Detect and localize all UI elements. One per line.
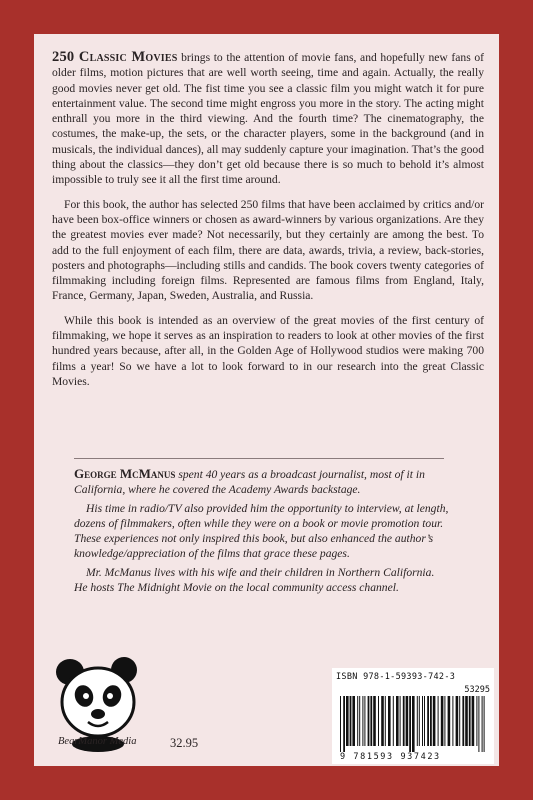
- barcode-bar: [400, 696, 401, 746]
- isbn-barcode: [332, 668, 494, 764]
- ean-digits: 9 781593 937423: [340, 752, 441, 762]
- barcode-bar: [444, 696, 445, 746]
- barcode-bar: [433, 696, 436, 746]
- barcode-bar: [359, 696, 360, 746]
- barcode-bar: [465, 696, 468, 746]
- section-divider: [74, 458, 444, 459]
- barcode-bar: [368, 696, 370, 746]
- intro-paragraph-1: [52, 50, 484, 188]
- barcode-bar: [364, 696, 365, 746]
- intro-paragraph-2: For this book, the author has selected 250 films that have been acclaimed by critics and/or have been box-office winners or chosen as award-winners by various organizations. Are they the greatest movies ever made? Not necessarily, but they certainly are among the best. To add to the full enjoyment of each film, there are data, awards, trivia, a review, back-stories, posters and photographs—including stills and candids. The book covers twenty categories of filmmaking including foreign films. Represented are famous films from England, Italy, France, Germany, Japan, Sweden, Australia, and Russia.: [52, 197, 484, 303]
- barcode-bar: [422, 696, 423, 746]
- barcode-bar: [396, 696, 399, 746]
- barcode-bar: [340, 696, 341, 752]
- barcode-bars: [338, 696, 488, 752]
- barcode-bar: [452, 696, 453, 746]
- intro-paragraph-3: While this book is intended as an overview of the great movies of the first century of filmmaking, we hope it serves as an inspiration to readers to look at other movies of the first hundred years because, after all, in the Golden Age of Hollywood studios were making 700 films a year! So we have a lot to look forward to in our research into the great Classic Movies.: [52, 313, 484, 388]
- author-bio: [74, 466, 450, 598]
- barcode-bar: [357, 696, 358, 746]
- barcode-bar: [476, 696, 477, 746]
- isbn-label: ISBN 978-1-59393-742-3: [336, 672, 456, 682]
- bio-paragraph-1: [74, 466, 450, 498]
- barcode-bar: [424, 696, 425, 746]
- barcode-bar: [469, 696, 471, 746]
- publisher-name: BearManor Media: [58, 736, 137, 747]
- bio-paragraph-3: Mr. McManus lives with his wife and their children in Northern California. He hosts The Midnight Movie on the local community access channel.: [74, 565, 435, 595]
- barcode-bar: [409, 696, 411, 752]
- description-text: [52, 50, 484, 398]
- author-name: George McManus: [74, 466, 176, 481]
- barcode-bar: [456, 696, 459, 746]
- barcode-bar: [427, 696, 429, 746]
- barcode-bar: [419, 696, 420, 746]
- barcode-bar: [417, 696, 418, 746]
- barcode-bar: [385, 696, 386, 746]
- back-cover-panel: [34, 34, 499, 766]
- book-title: 250 Classic Movies: [52, 49, 178, 65]
- barcode-bar: [459, 696, 460, 746]
- addon-code: 53295: [464, 685, 490, 695]
- barcode-bar: [373, 696, 376, 746]
- barcode-bar: [441, 696, 444, 746]
- barcode-bar: [388, 696, 391, 746]
- price: 32.95: [170, 736, 199, 750]
- intro-paragraph-1-text: brings to the attention of movie fans, and hopefully new fans of older films, motion pictures that are well worth seeing, time and again. Actually, the really good movies never get old. The fist time you see a classic film you might watch it for pure entertainment value. The second time might engross you more in the story. The acting might enthrall you more in the third viewing. And the fourth time? The cinematography, the costumes, the make-up, the sets, or the character players, some in the background (and in musicals, the individual dances), all may suddenly capture your imagination. That’s the good thing about the classics—they don’t get old because there is so much to behold it’s almost impossible to truly see it all the first time around.: [52, 51, 484, 187]
- barcode-bar: [448, 696, 451, 746]
- barcode-bar: [462, 696, 464, 746]
- bio-paragraph-2: His time in radio/TV also provided him the opportunity to interview, at length, dozens of filmmakers, often while they were on a book or movie promotion tour. These experiences not only inspired this book, but also enhanced the author’s knowledge/appreciation of the films that grace these pages.: [74, 501, 449, 561]
- barcode-bar: [406, 696, 409, 746]
- barcode-bar: [362, 696, 363, 746]
- barcode-bar: [370, 696, 372, 746]
- barcode-bar: [438, 696, 439, 746]
- barcode-bar: [478, 696, 479, 752]
- barcode-bar: [381, 696, 384, 746]
- barcode-bar: [472, 696, 475, 746]
- barcode-bar: [378, 696, 379, 746]
- barcode-bar: [343, 696, 345, 752]
- barcode-bar: [482, 696, 483, 752]
- barcode-bar: [403, 696, 405, 746]
- barcode-bar: [412, 696, 415, 752]
- barcode-bar: [350, 696, 352, 746]
- barcode-bar: [484, 696, 485, 752]
- barcode-bar: [352, 696, 355, 746]
- barcode-bar: [393, 696, 394, 746]
- barcode-bar: [346, 696, 349, 746]
- barcode-bar: [430, 696, 432, 746]
- bio-paragraph-1-text: spent 40 years as a broadcast journalist, most of it in California, where he covered the Academy Awards backstage.: [74, 468, 425, 497]
